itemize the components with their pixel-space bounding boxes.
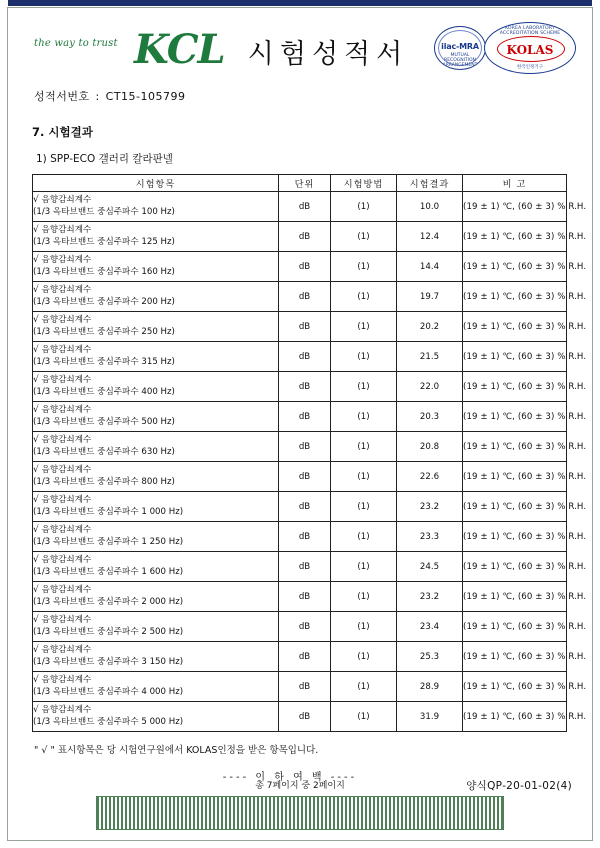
cell-note: (19 ± 1) ℃, (60 ± 3) % R.H. [463, 612, 567, 642]
cell-method: (1) [331, 282, 397, 312]
cell-result: 12.4 [397, 222, 463, 252]
cell-unit: dB [279, 432, 331, 462]
cell-result: 31.9 [397, 702, 463, 732]
kolas-check-icon: √ [33, 525, 39, 536]
cell-note: (19 ± 1) ℃, (60 ± 3) % R.H. [463, 432, 567, 462]
kolas-check-icon: √ [33, 555, 39, 566]
cell-unit: dB [279, 582, 331, 612]
cell-test-item [33, 342, 279, 372]
cell-note: (19 ± 1) ℃, (60 ± 3) % R.H. [463, 192, 567, 222]
kolas-check-icon: √ [33, 465, 39, 476]
cell-result: 23.2 [397, 492, 463, 522]
cell-note: (19 ± 1) ℃, (60 ± 3) % R.H. [463, 222, 567, 252]
table-row [33, 402, 567, 432]
cell-test-item [33, 612, 279, 642]
ilac-sub-label: MUTUAL RECOGNITION ARRANGEMENT [442, 53, 478, 68]
kolas-check-icon: √ [33, 315, 39, 326]
report-number [34, 88, 578, 104]
accreditation-marks [434, 22, 574, 74]
cell-result: 20.8 [397, 432, 463, 462]
cell-method: (1) [331, 342, 397, 372]
logo-brand: KCL [134, 26, 225, 73]
table-row [33, 342, 567, 372]
page-title: 시험성적서 [247, 39, 409, 70]
kolas-check-icon: √ [33, 645, 39, 656]
table-row [33, 432, 567, 462]
cell-result: 28.9 [397, 672, 463, 702]
cell-test-item [33, 312, 279, 342]
test-item-band: (1/3 옥타브밴드 중심주파수 2 000 Hz) [33, 597, 184, 607]
kolas-bottom-label: 한국인정기구 [516, 65, 544, 70]
test-item-name [33, 284, 278, 297]
test-item-name [33, 224, 278, 237]
test-item-name [33, 194, 278, 207]
cell-note: (19 ± 1) ℃, (60 ± 3) % R.H. [463, 582, 567, 612]
test-item-label: 음향감쇠계수 [41, 255, 92, 266]
cell-result: 23.4 [397, 612, 463, 642]
header-unit: 단위 [279, 175, 331, 192]
cell-unit: dB [279, 282, 331, 312]
cell-note: (19 ± 1) ℃, (60 ± 3) % R.H. [463, 312, 567, 342]
test-item-band: (1/3 옥타브밴드 중심주파수 200 Hz) [33, 297, 175, 307]
table-row [33, 642, 567, 672]
cell-note: (19 ± 1) ℃, (60 ± 3) % R.H. [463, 522, 567, 552]
test-item-label: 음향감쇠계수 [41, 705, 92, 716]
cell-result: 22.0 [397, 372, 463, 402]
test-item-name [33, 644, 278, 657]
header-item: 시험항목 [33, 175, 279, 192]
cell-unit: dB [279, 492, 331, 522]
test-item-band: (1/3 옥타브밴드 중심주파수 2 500 Hz) [33, 627, 184, 637]
cell-note: (19 ± 1) ℃, (60 ± 3) % R.H. [463, 402, 567, 432]
cell-result: 25.3 [397, 642, 463, 672]
test-item-label: 음향감쇠계수 [41, 225, 92, 236]
test-item-label: 음향감쇠계수 [41, 525, 92, 536]
test-item-label: 음향감쇠계수 [41, 465, 92, 476]
test-item-label: 음향감쇠계수 [41, 315, 92, 326]
cell-result: 23.3 [397, 522, 463, 552]
cell-unit: dB [279, 702, 331, 732]
cell-test-item [33, 222, 279, 252]
kolas-top-label: KOREA LABORATORY ACCREDITATION SCHEME [499, 26, 561, 36]
kolas-seal-icon [484, 22, 576, 74]
cell-unit: dB [279, 522, 331, 552]
kolas-check-icon: √ [33, 345, 39, 356]
test-item-name [33, 584, 278, 597]
table-row [33, 372, 567, 402]
kolas-check-icon: √ [33, 405, 39, 416]
kolas-check-icon: √ [33, 615, 39, 626]
section-heading [32, 124, 578, 140]
cell-note: (19 ± 1) ℃, (60 ± 3) % R.H. [463, 462, 567, 492]
test-item-label: 음향감쇠계수 [41, 345, 92, 356]
cell-method: (1) [331, 462, 397, 492]
cell-method: (1) [331, 432, 397, 462]
cell-unit: dB [279, 252, 331, 282]
table-row [33, 252, 567, 282]
cell-test-item [33, 582, 279, 612]
test-item-band: (1/3 옥타브밴드 중심주파수 160 Hz) [33, 267, 175, 277]
kolas-check-icon: √ [33, 495, 39, 506]
cell-method: (1) [331, 222, 397, 252]
cell-test-item [33, 492, 279, 522]
test-item-name [33, 524, 278, 537]
test-item-name [33, 704, 278, 717]
test-item-band: (1/3 옥타브밴드 중심주파수 4 000 Hz) [33, 687, 184, 697]
cell-note: (19 ± 1) ℃, (60 ± 3) % R.H. [463, 552, 567, 582]
cell-unit: dB [279, 192, 331, 222]
header-note: 비 고 [463, 175, 567, 192]
test-item-label: 음향감쇠계수 [41, 555, 92, 566]
cell-note: (19 ± 1) ℃, (60 ± 3) % R.H. [463, 672, 567, 702]
cell-unit: dB [279, 402, 331, 432]
document-header [22, 16, 578, 82]
test-item-label: 음향감쇠계수 [41, 405, 92, 416]
cell-unit: dB [279, 552, 331, 582]
test-item-band: (1/3 옥타브밴드 중심주파수 1 000 Hz) [33, 507, 184, 517]
cell-method: (1) [331, 312, 397, 342]
cell-unit: dB [279, 462, 331, 492]
test-item-band: (1/3 옥타브밴드 중심주파수 125 Hz) [33, 237, 175, 247]
top-blue-bar [8, 0, 592, 6]
table-row [33, 672, 567, 702]
cell-test-item [33, 432, 279, 462]
test-item-label: 음향감쇠계수 [41, 645, 92, 656]
test-item-band: (1/3 옥타브밴드 중심주파수 1 250 Hz) [33, 537, 184, 547]
table-row [33, 522, 567, 552]
test-item-name [33, 554, 278, 567]
cell-unit: dB [279, 612, 331, 642]
cell-test-item [33, 282, 279, 312]
test-item-name [33, 254, 278, 267]
cell-note: (19 ± 1) ℃, (60 ± 3) % R.H. [463, 342, 567, 372]
table-row [33, 702, 567, 732]
cell-method: (1) [331, 642, 397, 672]
section-number: 7. [32, 125, 45, 139]
test-item-name [33, 434, 278, 447]
results-table [32, 174, 587, 732]
test-item-band: (1/3 옥타브밴드 중심주파수 500 Hz) [33, 417, 175, 427]
test-item-name [33, 344, 278, 357]
cell-result: 21.5 [397, 342, 463, 372]
subsection-heading: 1) SPP-ECO 갤러리 칼라판넬 [36, 153, 173, 165]
table-row [33, 582, 567, 612]
cell-test-item [33, 702, 279, 732]
cell-note: (19 ± 1) ℃, (60 ± 3) % R.H. [463, 372, 567, 402]
cell-test-item [33, 462, 279, 492]
cell-method: (1) [331, 252, 397, 282]
test-item-label: 음향감쇠계수 [41, 195, 92, 206]
test-item-name [33, 374, 278, 387]
test-item-band: (1/3 옥타브밴드 중심주파수 100 Hz) [33, 207, 175, 217]
cell-unit: dB [279, 372, 331, 402]
footer-page-number: 총 7페이지 중 2페이지 [255, 781, 345, 791]
test-item-label: 음향감쇠계수 [41, 375, 92, 386]
kolas-check-icon: √ [33, 675, 39, 686]
header-method: 시험방법 [331, 175, 397, 192]
kolas-check-icon: √ [33, 255, 39, 266]
cell-result: 22.6 [397, 462, 463, 492]
cell-unit: dB [279, 342, 331, 372]
cell-unit: dB [279, 222, 331, 252]
test-item-label: 음향감쇠계수 [41, 285, 92, 296]
cell-note: (19 ± 1) ℃, (60 ± 3) % R.H. [463, 282, 567, 312]
cell-note: (19 ± 1) ℃, (60 ± 3) % R.H. [463, 252, 567, 282]
cell-unit: dB [279, 312, 331, 342]
kolas-check-icon: √ [33, 705, 39, 716]
cell-unit: dB [279, 672, 331, 702]
test-item-name [33, 314, 278, 327]
test-item-label: 음향감쇠계수 [41, 495, 92, 506]
test-item-name [33, 404, 278, 417]
table-row [33, 312, 567, 342]
table-row [33, 552, 567, 582]
report-number-label: 성적서번호 [34, 90, 90, 103]
cell-method: (1) [331, 522, 397, 552]
test-item-band: (1/3 옥타브밴드 중심주파수 5 000 Hz) [33, 717, 184, 727]
cell-test-item [33, 192, 279, 222]
test-item-label: 음향감쇠계수 [41, 615, 92, 626]
test-item-band: (1/3 옥타브밴드 중심주파수 250 Hz) [33, 327, 175, 337]
end-of-content-mark: ---- 이 하 여 백 ---- [222, 772, 358, 783]
kolas-check-icon: √ [33, 225, 39, 236]
ilac-label: ilac-MRA [441, 42, 479, 51]
cell-method: (1) [331, 402, 397, 432]
table-row [33, 462, 567, 492]
table-row [33, 492, 567, 522]
cell-method: (1) [331, 492, 397, 522]
cell-method: (1) [331, 192, 397, 222]
cell-note: (19 ± 1) ℃, (60 ± 3) % R.H. [463, 702, 567, 732]
kolas-check-icon: √ [33, 195, 39, 206]
cell-method: (1) [331, 552, 397, 582]
test-item-label: 음향감쇠계수 [41, 435, 92, 446]
ilac-mra-seal-icon [434, 26, 486, 70]
report-number-value: CT15-105799 [105, 90, 186, 103]
test-item-name [33, 464, 278, 477]
test-item-band: (1/3 옥타브밴드 중심주파수 315 Hz) [33, 357, 175, 367]
cell-note: (19 ± 1) ℃, (60 ± 3) % R.H. [463, 492, 567, 522]
test-item-band: (1/3 옥타브밴드 중심주파수 400 Hz) [33, 387, 175, 397]
report-number-colon: : [95, 90, 100, 103]
cell-test-item [33, 252, 279, 282]
test-item-band: (1/3 옥타브밴드 중심주파수 800 Hz) [33, 477, 175, 487]
cell-method: (1) [331, 612, 397, 642]
cell-test-item [33, 402, 279, 432]
cell-test-item [33, 642, 279, 672]
cell-method: (1) [331, 372, 397, 402]
cell-test-item [33, 522, 279, 552]
cell-result: 24.5 [397, 552, 463, 582]
kolas-check-icon: √ [33, 285, 39, 296]
logo-tagline: the way to trust [34, 38, 118, 49]
test-item-name [33, 674, 278, 687]
test-item-band: (1/3 옥타브밴드 중심주파수 630 Hz) [33, 447, 175, 457]
cell-result: 20.2 [397, 312, 463, 342]
section-title: 시험결과 [48, 125, 93, 139]
cell-test-item [33, 372, 279, 402]
cell-result: 20.3 [397, 402, 463, 432]
table-row [33, 192, 567, 222]
cell-result: 14.4 [397, 252, 463, 282]
header-result: 시험결과 [397, 175, 463, 192]
test-item-band: (1/3 옥타브밴드 중심주파수 1 600 Hz) [33, 567, 184, 577]
cell-result: 19.7 [397, 282, 463, 312]
cell-result: 10.0 [397, 192, 463, 222]
cell-method: (1) [331, 672, 397, 702]
kolas-label: KOLAS [506, 43, 554, 57]
table-row [33, 222, 567, 252]
cell-unit: dB [279, 642, 331, 672]
table-row [33, 612, 567, 642]
table-header-row [33, 175, 567, 192]
test-item-name [33, 614, 278, 627]
cell-result: 23.2 [397, 582, 463, 612]
cell-test-item [33, 672, 279, 702]
test-item-label: 음향감쇠계수 [41, 675, 92, 686]
footer-form-code: 양식QP-20-01-02(4) [466, 780, 572, 792]
kolas-check-icon: √ [33, 585, 39, 596]
cell-note: (19 ± 1) ℃, (60 ± 3) % R.H. [463, 642, 567, 672]
table-row [33, 282, 567, 312]
security-pattern-band [96, 796, 504, 830]
kolas-check-icon: √ [33, 435, 39, 446]
cell-method: (1) [331, 702, 397, 732]
cell-method: (1) [331, 582, 397, 612]
test-item-band: (1/3 옥타브밴드 중심주파수 3 150 Hz) [33, 657, 184, 667]
kolas-footnote: " √ " 표시항목은 당 시험연구원에서 KOLAS인정을 받은 항목입니다. [34, 745, 319, 756]
cell-test-item [33, 552, 279, 582]
kolas-check-icon: √ [33, 375, 39, 386]
page-content [22, 16, 587, 783]
test-item-label: 음향감쇠계수 [41, 585, 92, 596]
test-item-name [33, 494, 278, 507]
results-table-body [33, 192, 587, 732]
